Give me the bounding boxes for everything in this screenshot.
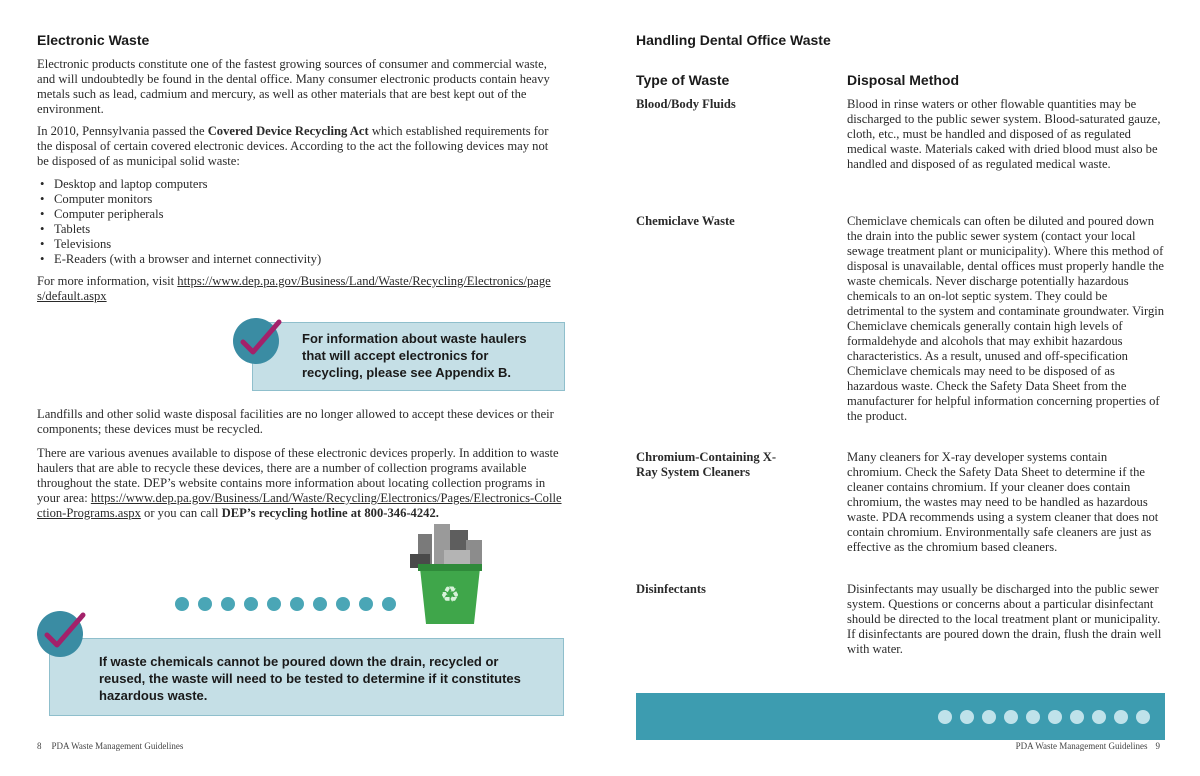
- dot: [1004, 710, 1018, 724]
- callout-text: For information about waste haulers that will accept electronics for recycling, please see Appendix B.: [302, 331, 527, 380]
- page-footer: [1016, 741, 1160, 751]
- dep-electronics-link[interactable]: https://www.dep.pa.gov/Business/Land/Waste/Recycling/Electronics/pages/default.aspx: [37, 274, 551, 303]
- dot: [1136, 710, 1150, 724]
- dot: [267, 597, 281, 611]
- checkmark-icon: [233, 318, 279, 364]
- text: There are various avenues available to dispose of these electronic devices properly. In addition to waste haulers that are able to recycle these devices, there are a number of collection programs available throughout the state. DEP’s website contains more information about locating collection programs in your area:: [37, 446, 559, 505]
- checkmark-icon: [37, 611, 83, 657]
- dot: [221, 597, 235, 611]
- text: which established requirements for the disposal of certain covered electronic devices. According to the act the following devices may not be disposed of as municipal solid waste:: [37, 124, 549, 168]
- dot: [1070, 710, 1084, 724]
- paragraph-avenues: [37, 446, 562, 521]
- disposal-method: Blood in rinse waters or other flowable quantities may be discharged to the public sewer system. Blood-saturated gauze, cloth, etc., must be handled and disposed of as regulated medical waste. Materials caked with dried blood must also be handled and disposed of as regulated medical waste.: [847, 97, 1161, 171]
- dot: [938, 710, 952, 724]
- list-item: • E-Readers (with a browser and internet connectivity): [37, 252, 321, 267]
- disposal-method: Disinfectants may usually be discharged into the public sewer system. Questions or concerns about a particular disinfectant should be directed to the local treatment plant or municipality. If disinfectants are poured down the drain, flush the drain well with water.: [847, 582, 1162, 656]
- device-list: [37, 177, 321, 267]
- list-item: • Computer monitors: [37, 192, 321, 207]
- list-item: • Tablets: [37, 222, 321, 237]
- footer-text: PDA Waste Management Guidelines: [1015, 741, 1148, 751]
- dot: [336, 597, 350, 611]
- footer-text: PDA Waste Management Guidelines: [51, 741, 184, 751]
- dot: [244, 597, 258, 611]
- list-item: • Computer peripherals: [37, 207, 321, 222]
- list-item: • Desktop and laptop computers: [37, 177, 321, 192]
- page-number: 9: [1155, 741, 1160, 751]
- dot: [175, 597, 189, 611]
- paragraph-intro: Electronic products constitute one of the fastest growing sources of consumer and commercial waste, and will undoubtedly be found in the dental office. Many consumer electronic products contain heavy metals such as lead, cadmium and mercury, as well as other materials that are best kept out of the environment.: [37, 57, 550, 116]
- page-footer: [37, 741, 183, 751]
- decorative-dots: [175, 597, 396, 611]
- waste-type: Blood/Body Fluids: [636, 97, 736, 111]
- act-name: Covered Device Recycling Act: [207, 124, 369, 138]
- waste-type: Chromium-Containing X-Ray System Cleaners: [636, 450, 777, 479]
- dot: [1114, 710, 1128, 724]
- svg-text:♻: ♻: [440, 583, 460, 608]
- text: For more information, visit: [37, 274, 178, 288]
- decorative-dots: [938, 710, 1150, 724]
- column-header-method: Disposal Method: [847, 72, 960, 88]
- list-item: • Televisions: [37, 237, 321, 252]
- dot: [982, 710, 996, 724]
- waste-type: Chemiclave Waste: [636, 214, 735, 228]
- recycling-bin-image: [404, 520, 494, 630]
- section-title: Electronic Waste: [37, 32, 150, 48]
- disposal-method: Many cleaners for X-ray developer systems contain chromium. Check the Safety Data Sheet to determine if the cleaner contains chromium. If your cleaner does contain chromium, the wastes may need to be handled as hazardous waste. PDA recommends using a system cleaner that does not contain chromium. Environmentally safe cleaners are just as effective as the chromium based cleaners.: [847, 450, 1159, 554]
- text: In 2010, Pennsylvania passed the: [37, 124, 208, 138]
- paragraph-act: [37, 124, 557, 169]
- dot: [382, 597, 396, 611]
- dot: [290, 597, 304, 611]
- dot: [313, 597, 327, 611]
- paragraph-more-info: [37, 274, 557, 304]
- dot: [960, 710, 974, 724]
- hotline-text: DEP’s recycling hotline at 800-346-4242.: [221, 506, 439, 520]
- section-title: Handling Dental Office Waste: [636, 32, 831, 48]
- callout-text: If waste chemicals cannot be poured down the drain, recycled or reused, the waste will need to be tested to determine if it constitutes hazardous waste.: [99, 654, 521, 703]
- column-header-type: Type of Waste: [636, 72, 730, 88]
- dot: [198, 597, 212, 611]
- dot: [1048, 710, 1062, 724]
- page-number: 8: [37, 741, 42, 751]
- waste-type: Disinfectants: [636, 582, 706, 596]
- dot: [1026, 710, 1040, 724]
- paragraph-landfills: Landfills and other solid waste disposal facilities are no longer allowed to accept these devices or their components; these devices must be recycled.: [37, 407, 554, 436]
- text: or you can call: [140, 506, 222, 520]
- dot: [359, 597, 373, 611]
- disposal-method: Chemiclave chemicals can often be diluted and poured down the drain into the public sewer system (contact your local sewage treatment plant or municipality). Where this method of disposal is unavailable, dental offices must properly handle the waste chemicals. Never discharge potentially hazardous chemicals to an on-lot septic system. They could be detrimental to the system and contaminate groundwater. Virgin Chemiclave chemicals generally contain high levels of formaldehyde and alcohols that may exhibit hazardous characteristics. As a result, unused and off-specification Chemiclave chemicals may need to be disposed of as hazardous waste. Check the Safety Data Sheet from the manufacturer for helpful information concerning properties of the product.: [847, 214, 1165, 423]
- collection-programs-link[interactable]: https://www.dep.pa.gov/Business/Land/Waste/Recycling/Electronics/Pages/Electronics-Collection-Programs.aspx: [37, 491, 562, 520]
- dot: [1092, 710, 1106, 724]
